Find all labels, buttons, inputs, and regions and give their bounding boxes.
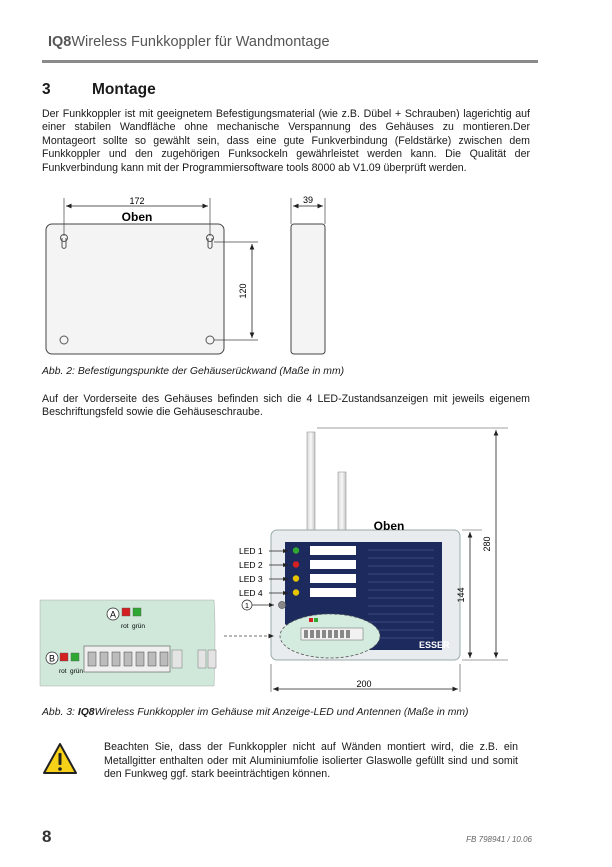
label-field-2 <box>310 560 356 569</box>
warning-triangle-icon <box>42 742 78 775</box>
label-a-rot: rot <box>121 623 129 630</box>
caption-figure-3-brand: IQ8 <box>77 707 95 718</box>
paragraph-front-side: Auf der Vorderseite des Gehäuses befinden sich die 4 LED-Zustandsanzeigen mit jeweils eigenem Beschriftungsfeld sowie die Gehäuseschraube. <box>42 393 530 419</box>
led-2-label: LED 2 <box>239 560 263 570</box>
led-4-label: LED 4 <box>239 588 263 598</box>
figure3-dim-width-label: 200 <box>356 679 372 689</box>
label-b-rot: rot <box>59 668 67 675</box>
led-3-label: LED 3 <box>239 574 263 584</box>
marker-a-label: A <box>109 609 117 620</box>
led-a-red-icon <box>122 608 130 616</box>
terminal-screws <box>88 652 168 666</box>
label-oben-figure3: Oben <box>373 519 405 533</box>
header-rule <box>42 60 538 63</box>
figure3-dim-total-height-label: 280 <box>482 536 492 552</box>
caption-figure-3-text: Wireless Funkkoppler im Gehäuse mit Anzeige-LED und Antennen (Maße in mm) <box>94 707 469 718</box>
label-a-gruen: grün <box>132 623 146 630</box>
led-2-icon <box>293 561 299 567</box>
led-a-green-icon <box>133 608 141 616</box>
label-field-4 <box>310 588 356 597</box>
label-field-1 <box>310 546 356 555</box>
caption-figure-3-prefix: Abb. 3: <box>42 707 78 718</box>
section-title: Montage <box>92 81 156 98</box>
terminal-extra-3 <box>208 650 216 668</box>
led-1-icon <box>293 547 299 553</box>
terminal-extra-1 <box>172 650 182 668</box>
warning-text: Beachten Sie, dass der Funkkoppler nicht auf Wänden montiert wird, die z.B. ein Metallgitter enthalten oder mit Aluminiumfolie isolierter Glaswolle gefüllt sind und somit den Funkweg ggf. stark beeinträchtigen können. <box>104 741 518 781</box>
dim-width-label: 172 <box>129 196 145 206</box>
back-plate-front-view <box>46 224 224 354</box>
figure-housing-leds <box>38 424 508 696</box>
marker-b-label: B <box>48 653 56 664</box>
label-field-3 <box>310 574 356 583</box>
housing-screw-icon <box>278 601 285 608</box>
led-4-icon <box>293 589 299 595</box>
dim-height-label: 120 <box>238 283 248 299</box>
screw-marker-label: 1 <box>244 601 250 610</box>
figure-mounting-points <box>40 190 340 362</box>
section-number: 3 <box>42 81 51 98</box>
paragraph-mounting: Der Funkkoppler ist mit geeignetem Befestigungsmaterial (wie z.B. Dübel + Schrauben) lagerichtig auf einer stabilen Wandfläche ohne mechanische Verspannung des Gehäuses zu montieren.Der Montageort sollte so gewählt sein, dass eine gute Funkverbindung (Feldstärke) zwischen dem Funkkoppler und den zugehörigen Funksockeln gewährleistet werden kann. Die Qualität der Funkverbindung kann mit der Programmiersoftware tools 8000 ab V1.09 überprüft werden. <box>42 108 530 174</box>
header-brand: IQ8 <box>48 34 72 50</box>
document-reference: FB 798941 / 10.06 <box>466 835 532 844</box>
page-number: 8 <box>42 827 52 846</box>
back-plate-side-view <box>291 224 325 354</box>
dim-depth-label: 39 <box>302 195 314 205</box>
page-header <box>48 34 330 50</box>
caption-figure-3 <box>42 707 469 718</box>
led-b-red-icon <box>60 653 68 661</box>
led-b-green-icon <box>71 653 79 661</box>
figure3-dim-height-label: 144 <box>456 587 466 603</box>
caption-figure-2: Abb. 2: Befestigungspunkte der Gehäuserückwand (Maße in mm) <box>42 366 345 377</box>
brand-esser: ESSER <box>419 640 450 650</box>
label-oben: Oben <box>121 210 153 224</box>
header-title: Wireless Funkkoppler für Wandmontage <box>71 34 330 50</box>
terminal-extra-2 <box>198 650 206 668</box>
led-small-green <box>314 618 318 622</box>
antenna-right <box>338 472 346 536</box>
label-b-gruen: grün <box>70 668 84 675</box>
led-3-icon <box>293 575 299 581</box>
led-small-red <box>309 618 313 622</box>
led-1-label: LED 1 <box>239 546 263 556</box>
antenna-left <box>307 432 315 536</box>
